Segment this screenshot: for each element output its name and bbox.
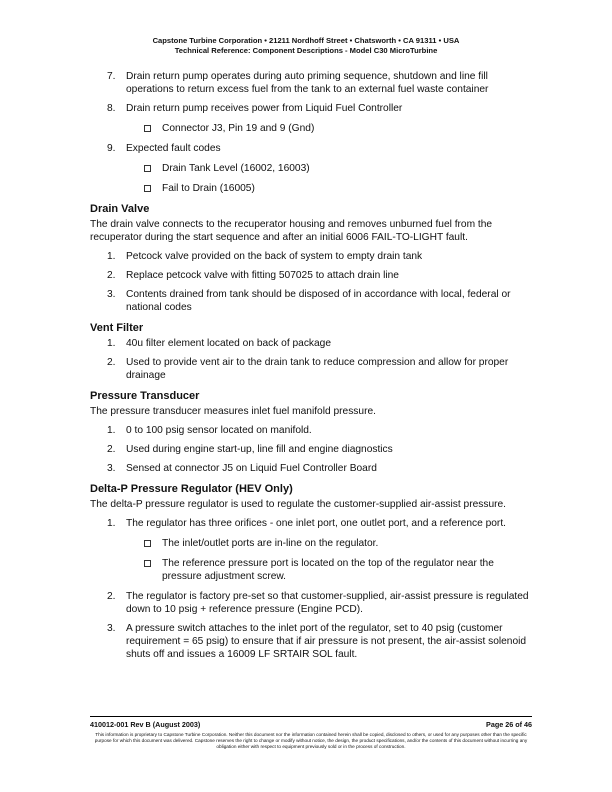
section-intro: The pressure transducer measures inlet fuel manifold pressure.	[90, 406, 376, 417]
list-item: 2. The regulator is factory pre-set so that customer-supplied, air-assist pressure is regulated down to 10 psig + reference pressure (Engine PCD).	[107, 591, 529, 615]
header-title-line: Technical Reference: Component Descriptions - Model C30 MicroTurbine	[174, 46, 438, 55]
footer-proprietary-notice: This information is proprietary to Capstone Turbine Corporation. Neither this document nor the information contained herein shall be copied, disclosed to others, or used for any purposes other than the specific purpose for which this document was delivered. Capstone reserves the right to change or modify without notice, the design, the product specifications, and/or the contents of this document without incurring any obligation either with respect to equipment previously sold or in the process of construction.	[94, 732, 528, 749]
page-header	[0, 36, 612, 56]
section-intro: The delta-P pressure regulator is used to regulate the customer-supplied air-assist pressure.	[90, 499, 507, 510]
list-item: 2. Replace petcock valve with fitting 507025 to attach drain line	[107, 270, 399, 281]
list-item: 3. Contents drained from tank should be disposed of in accordance with local, federal or national codes	[107, 289, 511, 313]
square-bullet-icon	[144, 125, 151, 132]
list-item: 3. Sensed at connector J5 on Liquid Fuel Controller Board	[107, 463, 377, 474]
list-item: 1. Petcock valve provided on the back of system to empty drain tank	[107, 251, 423, 262]
list-item: 1. 0 to 100 psig sensor located on manifold.	[107, 425, 312, 436]
list-item: 9. Expected fault codes	[107, 143, 221, 154]
list-item: 2. Used during engine start-up, line fill and engine diagnostics	[107, 444, 393, 455]
section-intro: The drain valve connects to the recuperator housing and removes unburned fuel from the recuperator during the start sequence and after an initial 6006 FAIL-TO-LIGHT fault.	[90, 219, 493, 243]
sub-bullet: Drain Tank Level (16002, 16003)	[90, 162, 532, 175]
list-item: 1. 40u filter element located on back of package	[107, 338, 332, 349]
footer-divider	[90, 716, 532, 717]
header-company-line: Capstone Turbine Corporation • 21211 Nordhoff Street • Chatsworth • CA 91311 • USA	[152, 36, 460, 45]
list-item: 1. The regulator has three orifices - one inlet port, one outlet port, and a reference port.	[107, 518, 506, 529]
page-content	[90, 70, 532, 667]
sub-bullet: Fail to Drain (16005)	[90, 182, 532, 195]
sub-bullet: The reference pressure port is located on the top of the regulator near the pressure adjustment screw.	[90, 557, 532, 583]
list-item: 3. A pressure switch attaches to the inlet port of the regulator, set to 40 psig (customer requirement = 65 psig) to ensure that if air pressure is not present, the air-assist solenoid shuts off and issues a 16009 LF SRTAIR SOL fault.	[107, 623, 527, 660]
section-heading-pressure-transducer: Pressure Transducer	[90, 390, 200, 402]
footer-doc-id: 410012-001 Rev B (August 2003)	[90, 720, 201, 729]
section-heading-drain-valve: Drain Valve	[90, 203, 150, 215]
square-bullet-icon	[144, 540, 151, 547]
list-item: 2. Used to provide vent air to the drain tank to reduce compression and allow for proper drainage	[107, 357, 509, 381]
section-heading-vent-filter: Vent Filter	[90, 322, 144, 334]
section-heading-delta-p-regulator: Delta-P Pressure Regulator (HEV Only)	[90, 483, 293, 495]
list-item: 7. Drain return pump operates during auto priming sequence, shutdown and line fill operations to return excess fuel from the tank to an external fuel waste container	[107, 71, 489, 95]
sub-bullet: Connector J3, Pin 19 and 9 (Gnd)	[90, 122, 532, 135]
footer-page-number: Page 26 of 46	[486, 720, 532, 729]
list-item: 8. Drain return pump receives power from Liquid Fuel Controller	[107, 103, 403, 114]
square-bullet-icon	[144, 185, 151, 192]
square-bullet-icon	[144, 165, 151, 172]
square-bullet-icon	[144, 560, 151, 567]
sub-bullet: The inlet/outlet ports are in-line on the regulator.	[90, 537, 532, 550]
